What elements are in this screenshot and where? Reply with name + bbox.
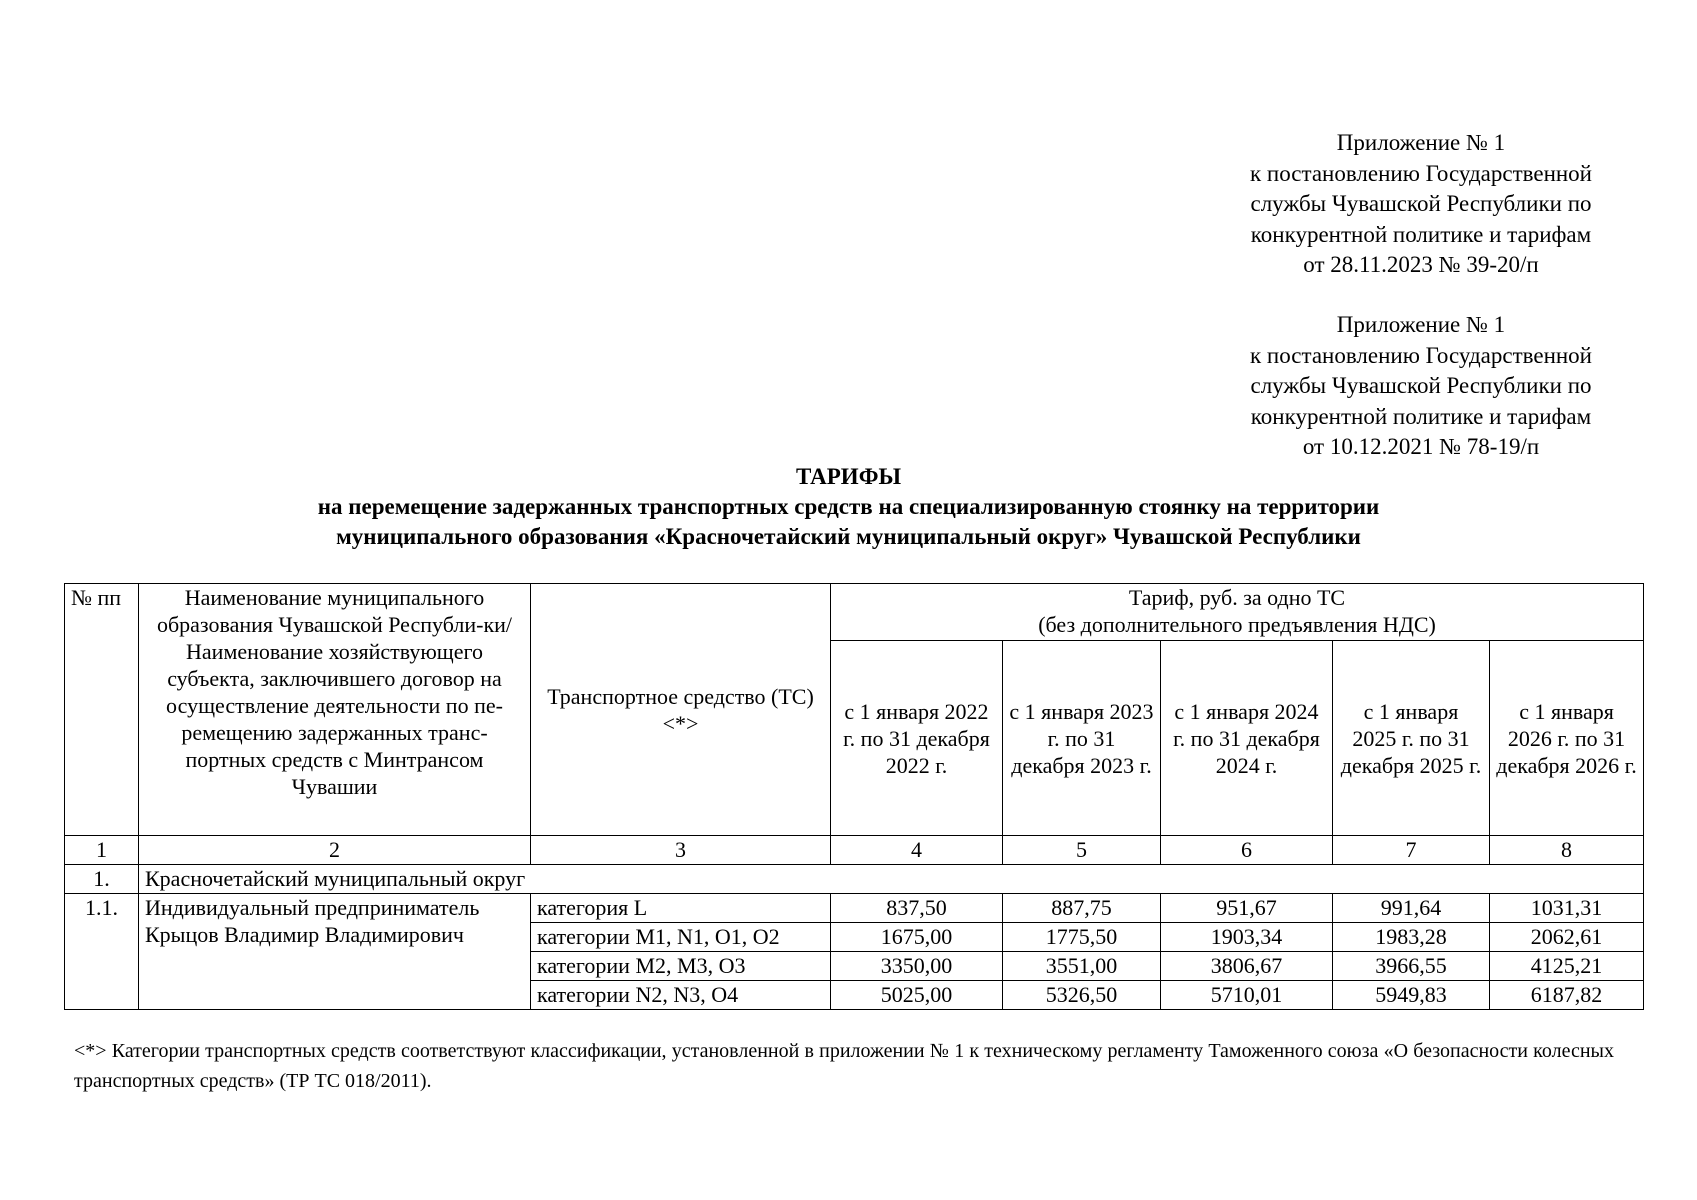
tariff-value: 1903,34 (1161, 923, 1333, 952)
tariff-value: 1775,50 (1003, 923, 1161, 952)
appendix-line: службы Чувашской Республики по (1250, 191, 1592, 216)
appendix-line: к постановлению Государственной (1250, 342, 1592, 368)
section-name: Красночетайский муниципальный округ (139, 865, 1644, 894)
tariff-value: 1031,31 (1490, 894, 1644, 923)
tariff-value: 951,67 (1161, 894, 1333, 923)
appendix-date: от 28.11.2023 № 39-20/п (1303, 252, 1539, 277)
header-row (65, 584, 1644, 641)
entity-name: Индивидуальный предприниматель Крыцов Владимир Владимирович (139, 894, 531, 1010)
tariff-value: 3806,67 (1161, 952, 1333, 981)
tariff-value: 5326,50 (1003, 981, 1161, 1010)
col-number: 3 (531, 836, 831, 865)
tariff-value: 5949,83 (1333, 981, 1490, 1010)
vehicle-category: категории M2, M3, O3 (531, 952, 831, 981)
title-heading: ТАРИФЫ (795, 464, 902, 489)
appendix-line: конкурентной политике и тарифам (1250, 221, 1592, 247)
header-period: с 1 января 2023 г. по 31 декабря 2023 г. (1003, 641, 1161, 836)
tariff-value: 2062,61 (1490, 923, 1644, 952)
entity-num: 1.1. (65, 894, 139, 1010)
tariff-value: 5710,01 (1161, 981, 1333, 1010)
appendix-line: к постановлению Государственной (1250, 160, 1592, 186)
section-row (65, 865, 1644, 894)
section-num: 1. (65, 865, 139, 894)
col-number: 5 (1003, 836, 1161, 865)
appendix-title: Приложение № 1 (1336, 130, 1506, 155)
appendix-header-original (1211, 310, 1631, 463)
tariff-value: 991,64 (1333, 894, 1490, 923)
header-period: с 1 января 2025 г. по 31 декабря 2025 г. (1333, 641, 1490, 836)
tariff-value: 887,75 (1003, 894, 1161, 923)
header-tariff (831, 584, 1644, 641)
tariff-value: 1675,00 (831, 923, 1003, 952)
header-name-line: Наименование муниципального образования Чувашской Республи-ки/ (156, 585, 513, 637)
tariff-value: 5025,00 (831, 981, 1003, 1010)
col-number: 8 (1490, 836, 1644, 865)
col-number: 6 (1161, 836, 1333, 865)
header-tariff-line: (без дополнительного предъявления НДС) (1038, 612, 1436, 637)
appendix-date: от 10.12.2021 № 78-19/п (1302, 434, 1540, 459)
column-numbers-row (65, 836, 1644, 865)
tariffs-table (64, 583, 1644, 1010)
appendix-header-current (1211, 128, 1631, 281)
appendix-title: Приложение № 1 (1336, 312, 1506, 337)
tariff-value: 3966,55 (1333, 952, 1490, 981)
col-number: 1 (65, 836, 139, 865)
tariff-value: 3350,00 (831, 952, 1003, 981)
footnote: <*> Категории транспортных средств соответствуют классификации, установленной в приложении № 1 к техническому регламенту Таможенного союза «О безопасности колесных транспортных средств» (ТР ТС 018/2011). (74, 1040, 1614, 1092)
col-number: 4 (831, 836, 1003, 865)
title-subtitle-line: на перемещение задержанных транспортных средств на специализированную стоянку на территории (317, 494, 1380, 519)
table-row (65, 894, 1644, 923)
header-vehicle: Транспортное средство (ТС) <*> (531, 584, 831, 836)
appendix-line: конкурентной политике и тарифам (1250, 403, 1592, 429)
header-period: с 1 января 2022 г. по 31 декабря 2022 г. (831, 641, 1003, 836)
header-num: № пп (65, 584, 139, 836)
tariff-value: 3551,00 (1003, 952, 1161, 981)
vehicle-category: категории N2, N3, O4 (531, 981, 831, 1010)
tariff-value: 1983,28 (1333, 923, 1490, 952)
col-number: 7 (1333, 836, 1490, 865)
title-subtitle-line: муниципального образования «Красночетайский муниципальный округ» Чувашской Республики (336, 524, 1361, 549)
vehicle-category: категории M1, N1, O1, O2 (531, 923, 831, 952)
header-name-line: Наименование хозяйствующего субъекта, заключившего договор на осуществление деятельности по пе-ремещению задержанных транс-портных средств с Минтрансом Чувашии (166, 639, 503, 799)
tariff-value: 6187,82 (1490, 981, 1644, 1010)
header-name (139, 584, 531, 836)
document-title (0, 462, 1697, 552)
header-period: с 1 января 2026 г. по 31 декабря 2026 г. (1490, 641, 1644, 836)
header-period: с 1 января 2024 г. по 31 декабря 2024 г. (1161, 641, 1333, 836)
appendix-line: службы Чувашской Республики по (1250, 373, 1592, 398)
tariff-value: 837,50 (831, 894, 1003, 923)
tariff-value: 4125,21 (1490, 952, 1644, 981)
col-number: 2 (139, 836, 531, 865)
vehicle-category: категория L (531, 894, 831, 923)
header-tariff-line: Тариф, руб. за одно ТС (1128, 585, 1346, 610)
